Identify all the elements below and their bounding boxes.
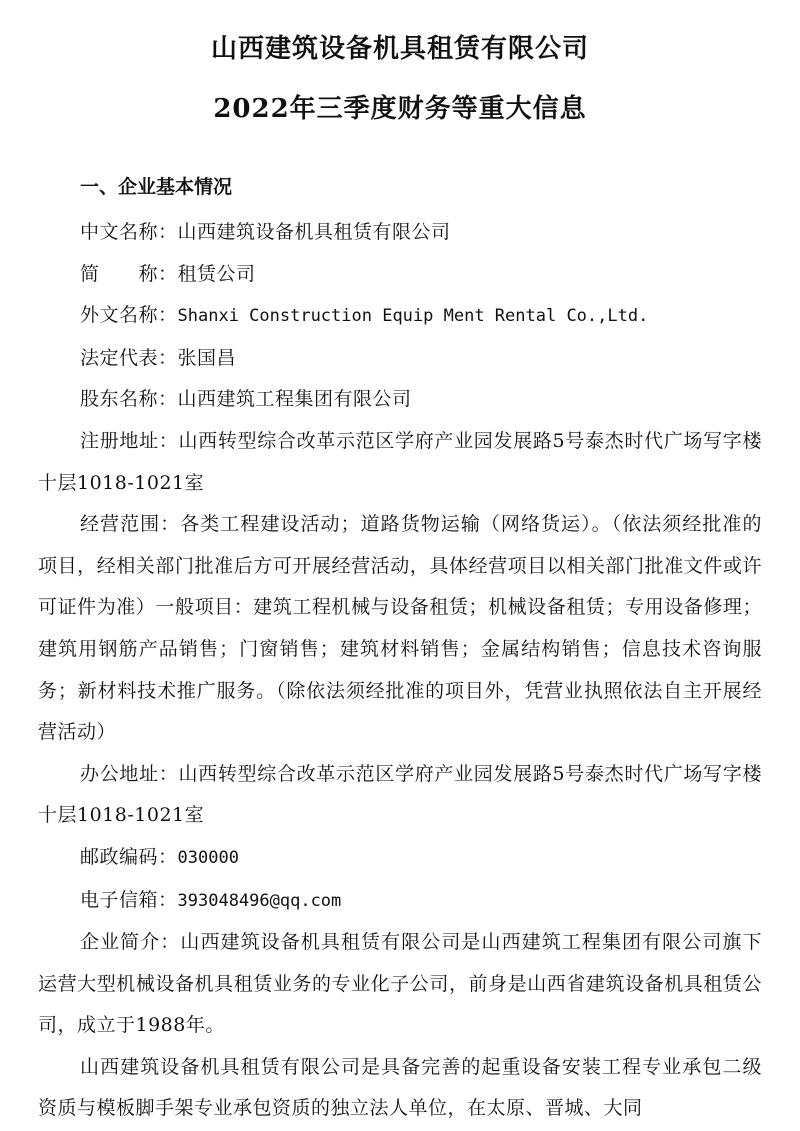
chinese-name-row	[38, 212, 762, 254]
company-intro-value: 山西建筑设备机具租赁有限公司是山西建筑工程集团有限公司旗下运营大型机械设备机具租赁业务的专业化子公司，前身是山西省建筑设备机具租赁公司，成立于1988年。	[38, 931, 762, 1037]
section-heading: 一、企业基本情况	[80, 176, 233, 198]
shareholder-row	[38, 379, 762, 421]
postcode-value: 030000	[177, 847, 239, 868]
email-row	[38, 880, 762, 923]
legal-rep-value: 张国昌	[177, 346, 237, 369]
document-title-line-2: 2022年三季度财务等重大信息	[213, 94, 587, 124]
english-name-row	[38, 295, 762, 338]
registered-address-value: 山西转型综合改革示范区学府产业园发展路5号泰杰时代广场写字楼十层1018-1021室	[38, 429, 762, 494]
registered-address-label: 注册地址：	[80, 429, 179, 452]
document-body	[38, 212, 762, 1130]
postcode-label: 邮政编码：	[80, 845, 178, 868]
legal-rep-label: 法定代表：	[80, 346, 178, 369]
short-name-label: 简 称：	[80, 262, 178, 285]
email-value: 393048496@qq.com	[177, 890, 342, 911]
short-name-row	[38, 254, 762, 296]
office-address-label: 办公地址：	[80, 762, 179, 785]
legal-rep-row	[38, 338, 762, 380]
english-name-label: 外文名称：	[80, 304, 178, 327]
registered-address-row	[38, 421, 762, 504]
postcode-row	[38, 837, 762, 880]
business-scope-row	[38, 504, 762, 754]
office-address-value: 山西转型综合改革示范区学府产业园发展路5号泰杰时代广场写字楼十层1018-1021室	[38, 762, 762, 827]
short-name-value: 租赁公司	[177, 262, 256, 285]
document-title-line-1: 山西建筑设备机具租赁有限公司	[210, 34, 589, 64]
chinese-name-label: 中文名称：	[80, 221, 178, 243]
email-label: 电子信箱：	[80, 888, 178, 911]
company-intro-label: 企业简介：	[80, 931, 181, 954]
shareholder-label: 股东名称：	[80, 388, 178, 411]
company-intro-row	[38, 922, 762, 1047]
business-scope-label: 经营范围：	[80, 513, 181, 536]
company-description-paragraph: 山西建筑设备机具租赁有限公司是具备完善的起重设备安装工程专业承包二级资质与模板脚手架专业承包资质的独立法人单位，在太原、晋城、大同	[38, 1055, 762, 1120]
shareholder-value: 山西建筑工程集团有限公司	[177, 388, 412, 411]
english-name-value: Shanxi Construction Equip Ment Rental Co.,Ltd.	[177, 306, 649, 327]
office-address-row	[38, 754, 762, 837]
business-scope-value: 各类工程建设活动；道路货物运输（网络货运）。（依法须经批准的项目，经相关部门批准后方可开展经营活动，具体经营项目以相关部门批准文件或许可证件为准）一般项目：建筑工程机械与设备租赁；机械设备租赁；专用设备修理；建筑用钢筋产品销售；门窗销售；建筑材料销售；金属结构销售；信息技术咨询服务；新材料技术推广服务。（除依法须经批准的项目外，凭营业执照依法自主开展经营活动）	[38, 513, 762, 744]
chinese-name-value: 山西建筑设备机具租赁有限公司	[177, 221, 451, 243]
